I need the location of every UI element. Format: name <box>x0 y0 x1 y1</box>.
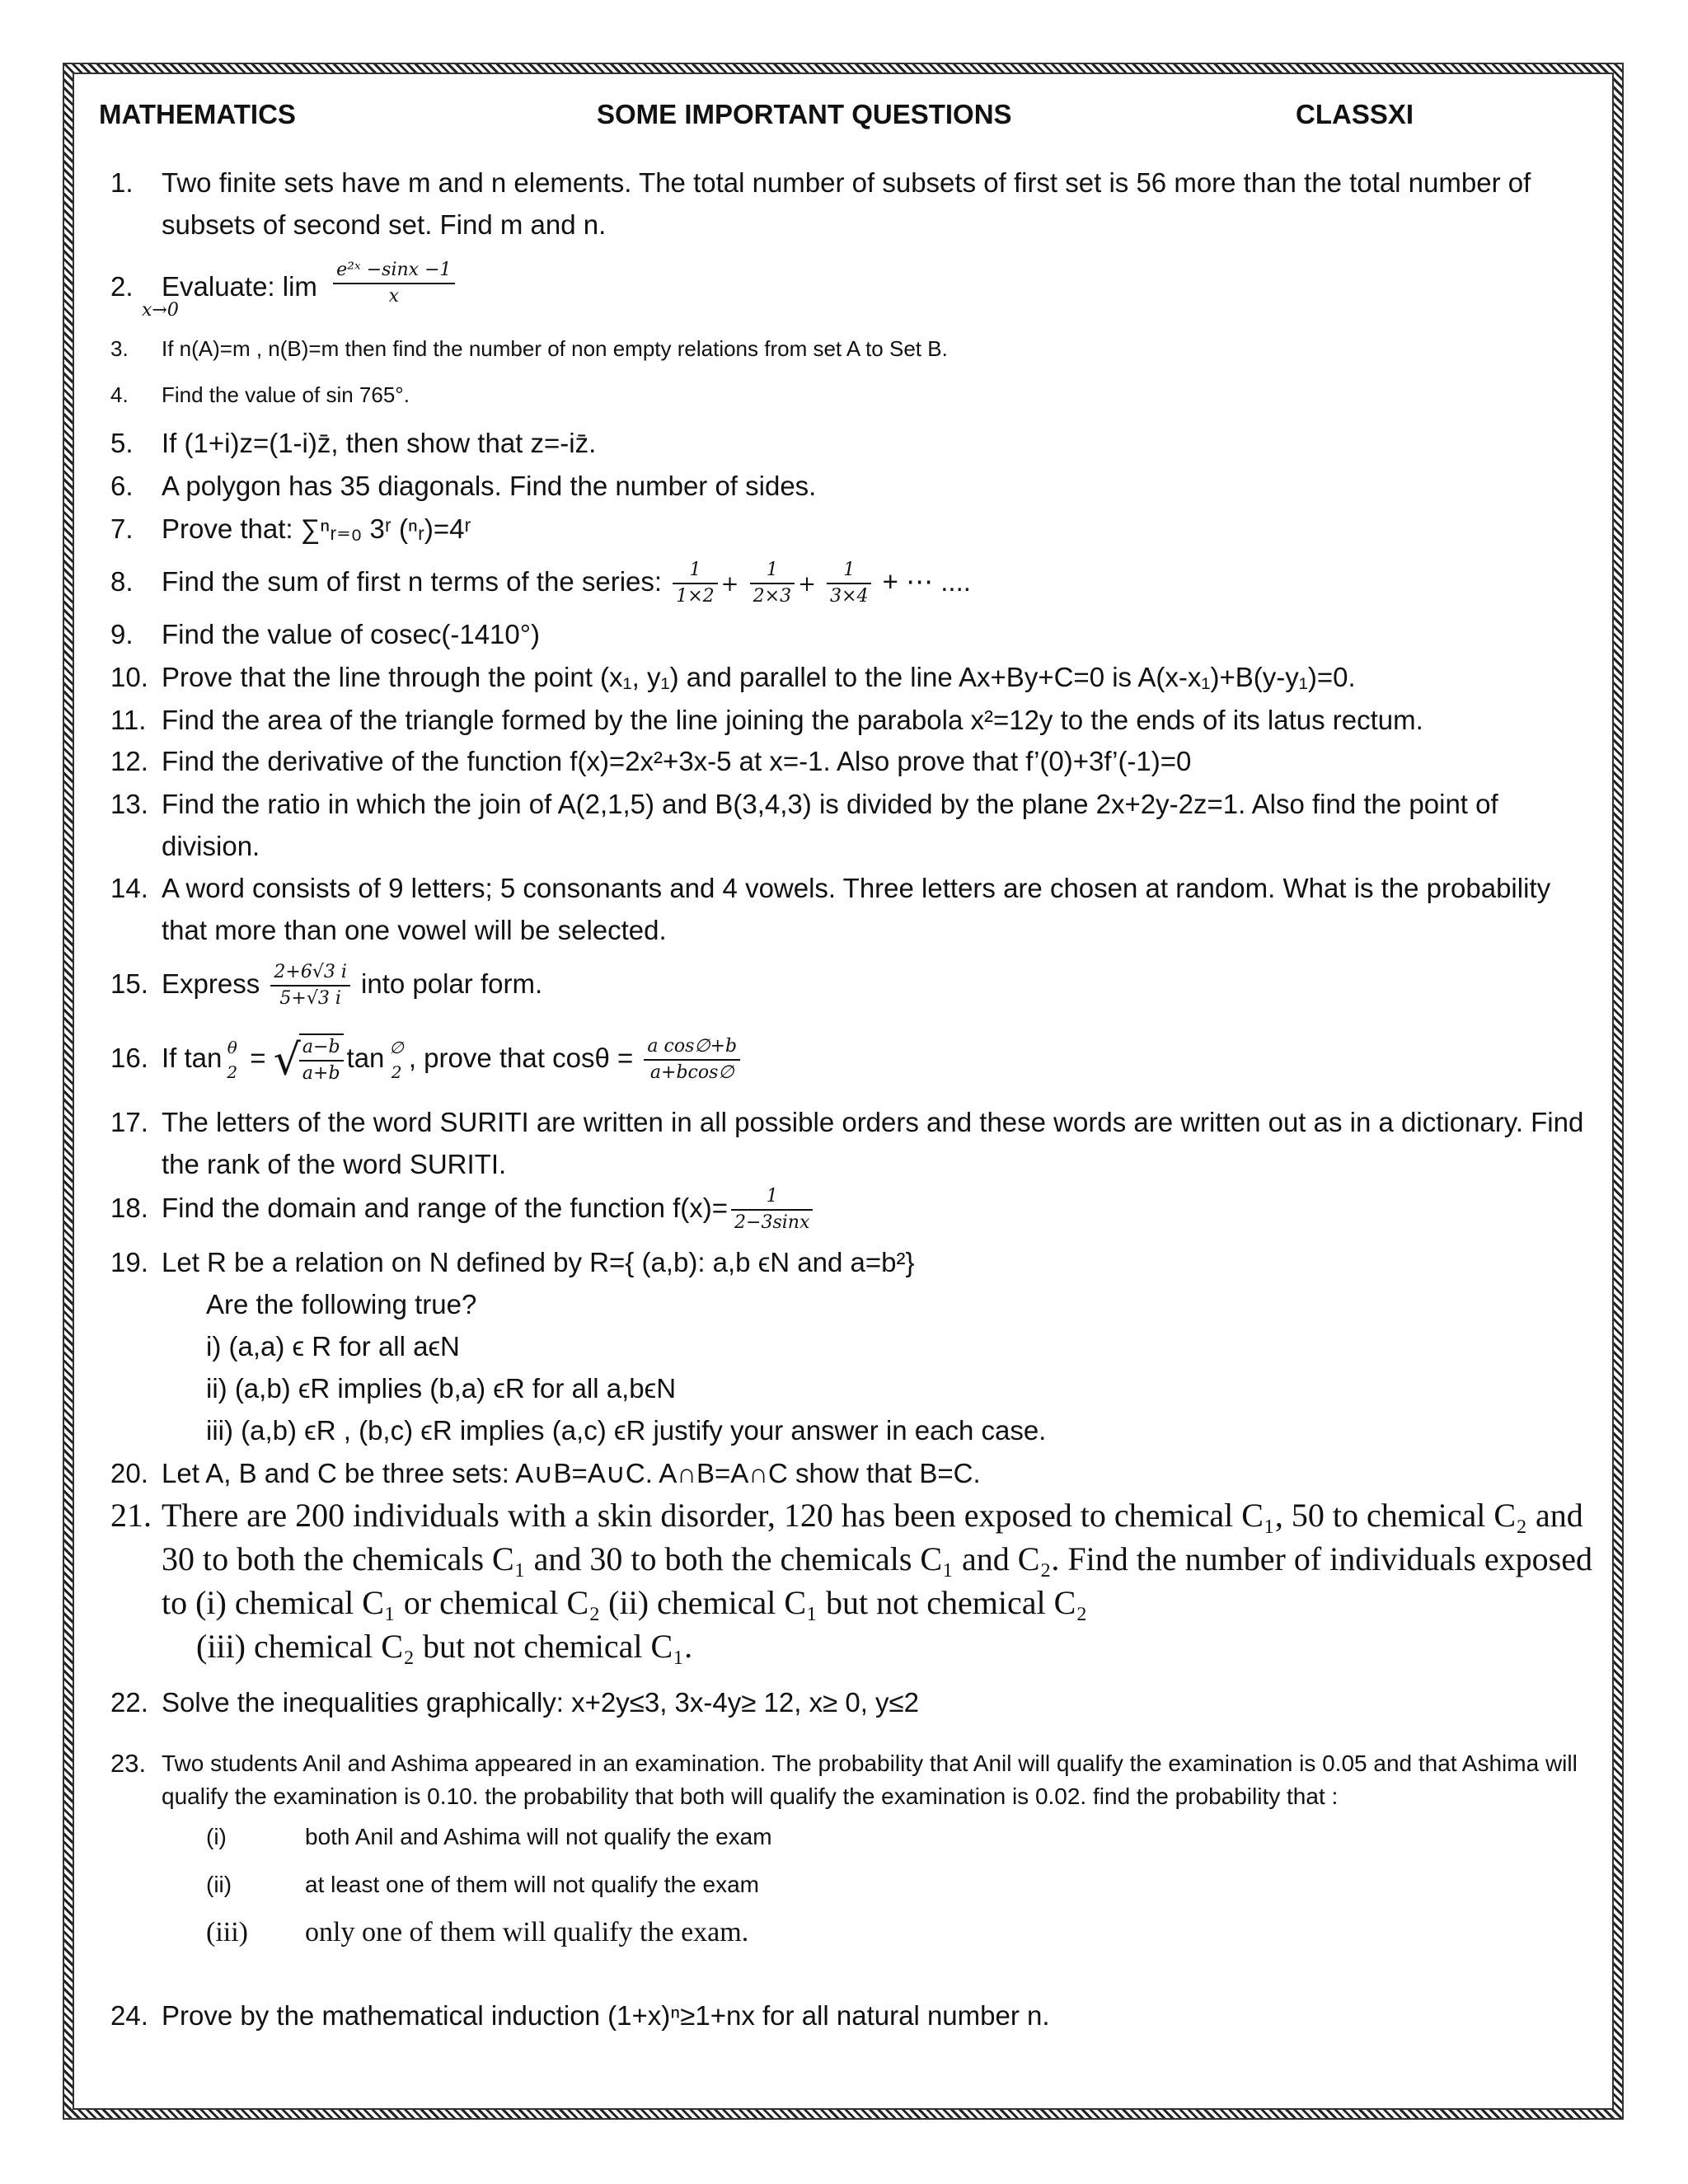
question-number: 2. <box>110 271 134 302</box>
question-text: Let R be a relation on N defined by R={ (a,b): a,b ϵN and a=b²} Are the following true? i) (a,a) ϵ R for all aϵN ii) (a,b) ϵR implies (b,a) ϵR for all a,bϵN iii) (a,b) ϵR , (b,c) ϵR implies (a,c) ϵR justify your answer in each case. <box>162 1247 1047 1446</box>
sqrt-symbol: √ <box>273 1035 301 1085</box>
option-i: (i) both Anil and Ashima will not qualify the exam <box>206 1824 772 1849</box>
option-ii: (ii) at least one of them will not qualify the exam <box>206 1872 759 1897</box>
question-text: Two finite sets have m and n elements. The total number of subsets of first set is 56 more than the total number of subsets of second set. Find m and n. <box>162 167 1531 240</box>
question-text <box>162 262 1596 312</box>
series-term-2: $\frac{1}{2\times 3}$ <box>750 558 795 609</box>
root-fraction: $\frac{a-b}{a+b}$ <box>299 1033 344 1086</box>
half-theta-fraction: θ 2 <box>227 1038 238 1083</box>
half-phi-fraction: ∅ 2 <box>389 1038 404 1083</box>
question-text: There are 200 individuals with a skin disorder, 120 has been exposed to chemical C₁, 50 to chemical C₂ and 30 to both the chemicals C₁ and 30 to both the chemicals C₁ and C₂. Find the number of individuals exposed to (i) chemical C₁ or chemical C₂ (ii) chemical C₁ but not chemical C₂ (iii) chemical C₂ but not chemical C₁. <box>162 1497 1592 1665</box>
limit-subscript: x→0 <box>142 300 179 321</box>
page-title: SOME IMPORTANT QUESTIONS <box>597 99 1012 129</box>
function-fraction: $\frac{1}{2-3\sin x}$ <box>731 1184 813 1235</box>
series-term-3: $\frac{1}{3\times 4}$ <box>827 558 871 609</box>
option-iii: (iii) only one of them will qualify the exam. <box>206 1917 749 1947</box>
question-text: Find the domain and range of the function f(x)= $\frac{1}{2-3\sin x}$ <box>162 1182 1596 1235</box>
question-number: 1. <box>110 167 134 198</box>
subject-title: MATHEMATICS <box>99 99 296 129</box>
class-label: CLASSXI <box>1296 99 1414 129</box>
question-text: Express $\frac{2+6√3 i}{5+√3 i}$ into polar form. <box>162 958 1596 1011</box>
question-text: If tan θ 2 = √ $\frac{a-b}{a+b}$ tan ∅ 2 , prove that cosθ = $\frac{\text{a cos∅+b}}{a+bcos\emptyset}$ <box>162 1032 1596 1086</box>
limit-label: Evaluate: lim <box>162 271 317 302</box>
page-header <box>99 99 1414 135</box>
question-text: Two students Anil and Ashima appeared in an examination. The probability that Anil will qualify the examination is 0.05 and that Ashima will qualify the examination is 0.10. the probability that both will qualify the examination is 0.02. find the probability that : (i) both Anil and Ashima will not qualify the exam (ii) at least one of them will not qualify the exam (iii) only one of them will qualify the exam. <box>162 1747 1596 1957</box>
question-text: Find the sum of first n terms of the series: $\frac{1}{1\times 2}$ + $\frac{1}{2\times 3}$ + $\frac{1}{3\times 4}$ + ⋯ .... <box>162 557 1596 609</box>
limit-fraction: $\frac{\text{e²ˣ −sinx −1}}{x}$ <box>333 258 454 309</box>
series-term-1: $\frac{1}{1\times 2}$ <box>673 558 717 609</box>
complex-fraction: $\frac{2+6√3 i}{5+√3 i}$ <box>270 960 349 1011</box>
cos-theta-fraction: $\frac{\text{a cos∅+b}}{a+bcos\emptyset}$ <box>644 1034 740 1085</box>
